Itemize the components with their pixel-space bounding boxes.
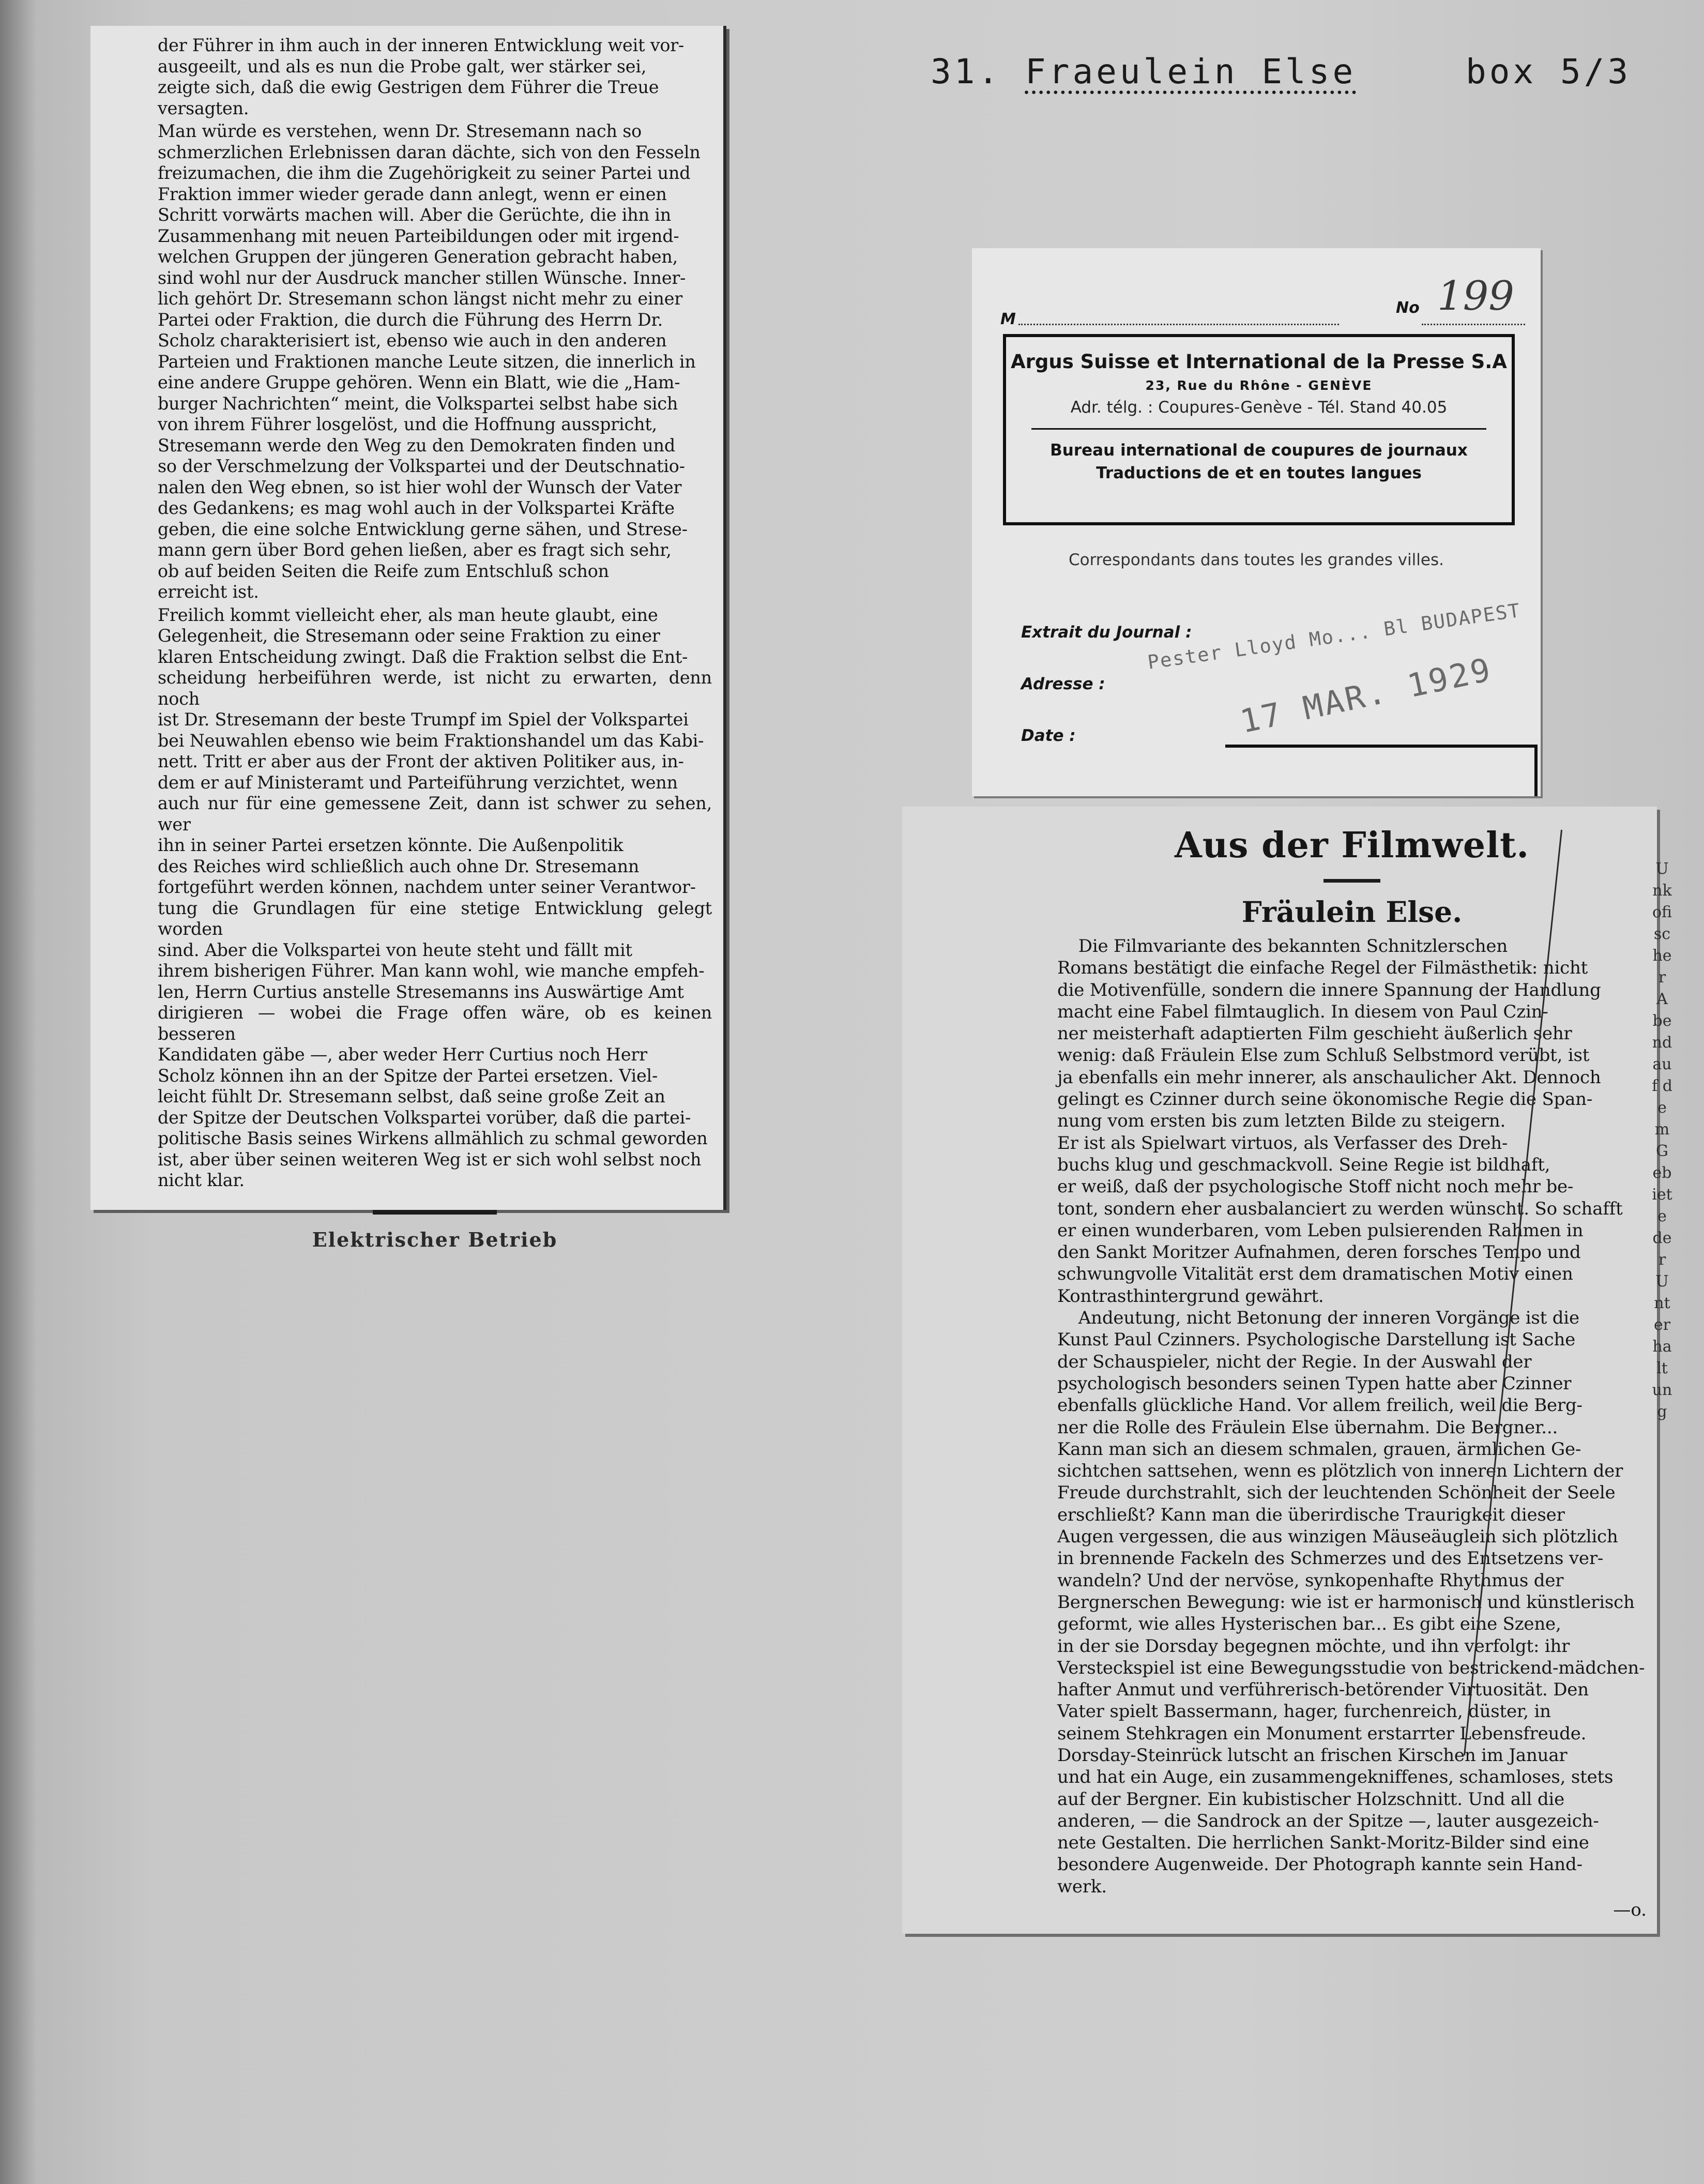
film-review-clipping <box>902 807 1672 1934</box>
agency-translations: Traductions de et en toutes langues <box>1096 464 1422 482</box>
slip-m-dotted-line <box>1018 324 1339 325</box>
slip-bottom-rule <box>1225 745 1535 748</box>
box-label: box 5/3 <box>1466 52 1632 92</box>
slip-number-handwritten: 199 <box>1437 273 1514 320</box>
slip-side-rule <box>1534 745 1538 796</box>
page-number: 31. <box>931 52 1002 92</box>
date-stamp: 17 MAR. 1929 <box>1237 650 1496 741</box>
agency-address: 23, Rue du Rhône - GENÈVE <box>1145 378 1373 393</box>
slip-no-dotted-line <box>1422 324 1525 325</box>
section-heading: Aus der Filmwelt. <box>1174 825 1530 866</box>
agency-box-divider <box>1031 428 1486 430</box>
review-signature: —o. <box>1613 1900 1647 1921</box>
adjacent-column-fragment: Unkofischer Abend auf dem Gebiete der Unterhaltung <box>1652 860 1672 1421</box>
article-end-rule <box>373 1210 497 1215</box>
correspondents-line: Correspondants dans toutes les grandes villes. <box>1069 551 1444 569</box>
slip-no-label: No <box>1396 299 1420 317</box>
page-title: Fraeulein Else <box>1025 52 1357 92</box>
press-clipping-slip <box>972 248 1541 796</box>
next-article-heading: Elektrischer Betrieb <box>312 1227 558 1251</box>
review-paragraph-1: Die Filmvariante des bekannten Schnitzlerschen Romans bestätigt die einfache Regel der Filmästhetik: nicht die Motivenfülle, sondern die innere Spannung der Handlung macht eine Fabel filmtauglich. In diesem von Paul Czin- ner meisterhaft adaptierten Film geschieht äußerlich sehr wenig: daß Fräulein Else zum Schluß Selbstmord verübt, ist ja ebenfalls ein mehr innerer, als anschaulicher Akt. Dennoch gelingt es Czinner durch seine ökonomische Regie die Span- nung vom ersten bis zum letzten Bilde zu steigern. Er ist als Spielwart virtuos, als Verfasser des Dreh- buchs klug und geschmackvoll. Seine Regie ist bildhaft, er weiß, daß der psychologische Stoff nicht noch mehr be- tont, sondern eher ausbalanciert zu werden wünscht. So schafft er einen wunderbaren, vom Leben pulsierenden Rahmen in den Sankt Moritzer Aufnahmen, deren forsches Tempo und schwungvolle Vitalität erst dem dramatischen Motiv einen Kontrasthintergrund gewährt. <box>1057 936 1623 1307</box>
extrait-label: Extrait du Journal : <box>1021 623 1192 642</box>
slip-m-label: M <box>1000 310 1016 328</box>
adresse-label: Adresse : <box>1021 675 1105 693</box>
article-paragraph-1: der Führer in ihm auch in der inneren Entwicklung weit vor- ausgeeilt, und als es nun die Probe galt, wer stärker sei, zeigte sich, daß die ewig Gestrigen dem Führer die Treue versagten. <box>158 35 684 118</box>
agency-box <box>1003 334 1515 525</box>
review-title: Fräulein Else. <box>1241 895 1463 929</box>
review-paragraph-2: Andeutung, nicht Betonung der inneren Vorgänge ist die Kunst Paul Czinners. Psychologische Darstellung ist Sache der Schauspieler, nicht der Regie. In der Auswahl der psychologisch besonders seinen Typen hatte aber Czinner ebenfalls glückliche Hand. Vor allem freilich, weil die Berg- ner die Rolle des Fräulein Else übernahm. Die Bergner... Kann man sich an diesem schmalen, grauen, ärmlichen Ge- sichtchen sattsehen, wenn es plötzlich von inneren Lichtern der Freude durchstrahlt, sich der leuchtenden Schönheit der Seele erschließt? Kann man die überirdische Traurigkeit dieser Augen vergessen, die aus winzigen Mäuseäuglein sich plötzlich in brennende Fackeln des Schmerzes und des Entsetzens ver- wandeln? Und der nervöse, synkopenhafte Rhythmus der Bergnerschen Bewegung: wie ist er harmonisch und künstlerisch geformt, wie alles Hysterischen bar... Es gibt eine Szene, in der sie Dorsday begegnen möchte, und ihn verfolgt: ihr Versteckspiel ist eine Bewegungsstudie von bestrickend-mädchen- hafter Anmut und verführerisch-betörender Virtuosität. Den Vater spielt Bassermann, hager, furchenreich, düster, in seinem Stehkragen ein Monument erstarrter Lebensfreude. Dorsday-Steinrück lutscht an frischen Kirschen im Januar und hat ein Auge, ein zusammengekniffenes, schamloses, stets auf der Bergner. Ein kubistischer Holzschnitt. Und all die anderen, — die Sandrock an der Spitze —, lauter ausgezeich- nete Gestalten. Die herrlichen Sankt-Moritz-Bilder sind eine besondere Augenweide. Der Photograph kannte sein Hand- werk. <box>1057 1308 1645 1897</box>
journal-stamp: Pester Lloyd Mo... Bl BUDAPEST <box>1146 599 1523 674</box>
section-divider <box>1323 879 1380 883</box>
article-paragraph-2: Man würde es verstehen, wenn Dr. Stresemann nach so schmerzlichen Erlebnissen daran dächte, sich von den Fesseln freizumachen, die ihm die Zugehörigkeit zu seiner Partei und Fraktion immer wieder gerade dann anlegt, wenn er einen Schritt vorwärts machen will. Aber die Gerüchte, die ihn in Zusammenhang mit neuen Parteibildungen oder mit irgend- welchen Gruppen der jüngeren Generation gebracht haben, sind wohl nur der Ausdruck mancher stillen Wünsche. Inner- lich gehört Dr. Stresemann schon längst nicht mehr zu einer Partei oder Fraktion, die durch die Führung des Herrn Dr. Scholz charakterisiert ist, ebenso wie auch in den anderen Parteien und Fraktionen manche Leute sitzen, die innerlich in eine andere Gruppe gehören. Wenn ein Blatt, wie die „Ham- burger Nachrichten“ meint, die Volkspartei selbst habe sich von ihrem Führer losgelöst, und die Hoffnung ausspricht, Stresemann werde den Weg zu den Demokraten finden und so der Verschmelzung der Volkspartei und der Deutschnatio- nalen den Weg ebnen, so ist hier wohl der Wunsch der Vater des Gedankens; es mag wohl auch in der Volkspartei Kräfte geben, die eine solche Entwicklung gerne sähen, und Strese- mann gern über Bord gehen ließen, aber es fragt sich sehr, ob auf beiden Seiten die Reife zum Entschluß schon erreicht ist. <box>158 121 701 602</box>
article-paragraph-3: Freilich kommt vielleicht eher, als man heute glaubt, eine Gelegenheit, die Stresemann oder seine Fraktion zu einer klaren Entscheidung zwingt. Daß die Fraktion selbst die Ent- scheidung herbeiführen werde, ist nicht zu erwarten, denn noch ist Dr. Stresemann der beste Trumpf im Spiel der Volkspartei bei Neuwahlen ebenso wie beim Fraktionshandel um das Kabi- nett. Tritt er aber aus der Front der aktiven Politiker aus, in- dem er auf Ministeramt und Parteiführung verzichtet, wenn auch nur für eine gemessene Zeit, dann ist schwer zu sehen, wer ihn in seiner Partei ersetzen könnte. Die Außenpolitik des Reiches wird schließlich auch ohne Dr. Stresemann fortgeführt werden können, nachdem unter seiner Verantwor- tung die Grundlagen für eine stetige Entwicklung gelegt worden sind. Aber die Volkspartei von heute steht und fällt mit ihrem bisherigen Führer. Man kann wohl, wie manche empfeh- len, Herrn Curtius anstelle Stresemanns ins Auswärtige Amt dirigieren — wobei die Frage offen wäre, ob es keinen besseren Kandidaten gäbe —, aber weder Herr Curtius noch Herr Scholz können ihn an der Spitze der Partei ersetzen. Viel- leicht fühlt Dr. Stresemann selbst, daß seine große Zeit an der Spitze der Deutschen Volkspartei vorüber, daß die partei- politische Basis seines Wirkens allmählich zu schmal geworden ist, aber über seinen weiteren Weg ist er sich wohl selbst noch nicht klar. <box>158 604 712 1190</box>
agency-name: Argus Suisse et International de la Presse S.A <box>1011 351 1507 373</box>
article-clipping-stresemann <box>90 26 726 1251</box>
agency-telegraph: Adr. télg. : Coupures-Genève - Tél. Stand 40.05 <box>1070 398 1448 417</box>
date-label: Date : <box>1021 726 1076 745</box>
page-label <box>931 52 1356 92</box>
agency-bureau: Bureau international de coupures de journaux <box>1050 441 1468 460</box>
